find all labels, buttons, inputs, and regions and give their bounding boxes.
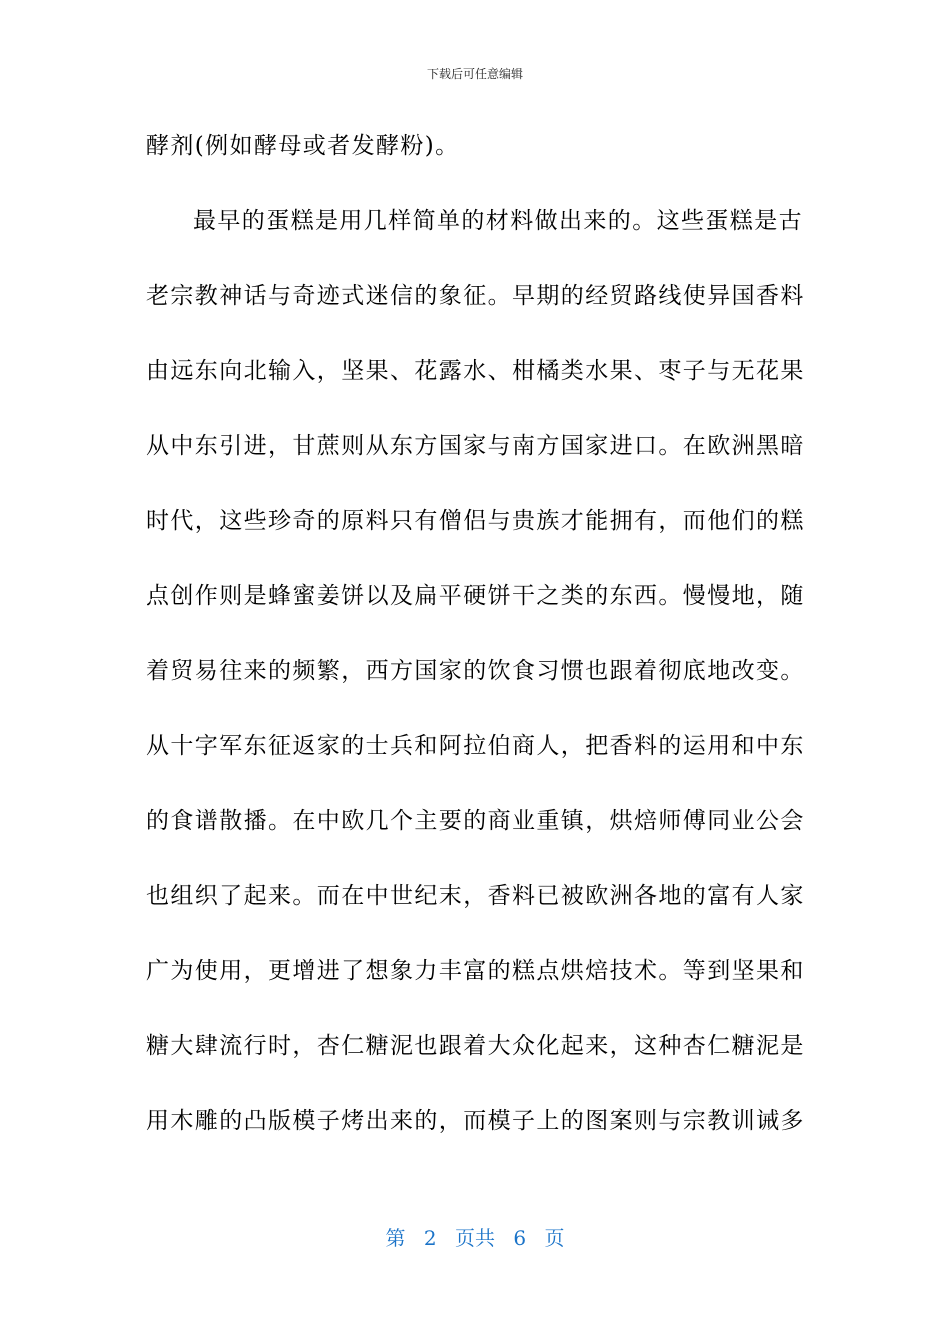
- body-line: 用木雕的凸版模子烤出来的，而模子上的图案则与宗教训诫多: [146, 1108, 805, 1134]
- footer-page-number: 2: [423, 1226, 437, 1250]
- body-line: 从中东引进，甘蔗则从东方国家与南方国家进口。在欧洲黑暗: [146, 433, 805, 459]
- body-line: 老宗教神话与奇迹式迷信的象征。早期的经贸路线使异国香料: [146, 283, 805, 309]
- page-footer: [0, 1224, 950, 1252]
- footer-suffix: 页: [544, 1226, 565, 1250]
- footer-total-pages: 6: [513, 1226, 527, 1250]
- body-line: 最早的蛋糕是用几样简单的材料做出来的。这些蛋糕是古: [193, 208, 803, 234]
- document-body: [146, 126, 806, 1176]
- body-line: 由远东向北输入，坚果、花露水、柑橘类水果、枣子与无花果: [146, 358, 805, 384]
- body-line: 的食谱散播。在中欧几个主要的商业重镇，烘焙师傅同业公会: [146, 808, 805, 834]
- body-line: 着贸易往来的频繁，西方国家的饮食习惯也跟着彻底地改变。: [146, 658, 805, 684]
- body-line: 广为使用，更增进了想象力丰富的糕点烘焙技术。等到坚果和: [146, 958, 805, 984]
- body-line: 从十字军东征返家的士兵和阿拉伯商人，把香料的运用和中东: [146, 733, 805, 759]
- header-text: 下载后可任意编辑: [426, 67, 523, 81]
- body-line: 糖大肆流行时，杏仁糖泥也跟着大众化起来，这种杏仁糖泥是: [146, 1033, 805, 1059]
- body-line: 也组织了起来。而在中世纪末，香料已被欧洲各地的富有人家: [146, 883, 805, 909]
- footer-middle: 页共: [455, 1226, 495, 1250]
- page-header: [0, 66, 950, 82]
- body-line: 点创作则是蜂蜜姜饼以及扁平硬饼干之类的东西。慢慢地，随: [146, 583, 805, 609]
- footer-prefix: 第: [385, 1226, 406, 1250]
- body-line: 酵剂(例如酵母或者发酵粉)。: [146, 133, 460, 159]
- body-line: 时代，这些珍奇的原料只有僧侣与贵族才能拥有，而他们的糕: [146, 508, 805, 534]
